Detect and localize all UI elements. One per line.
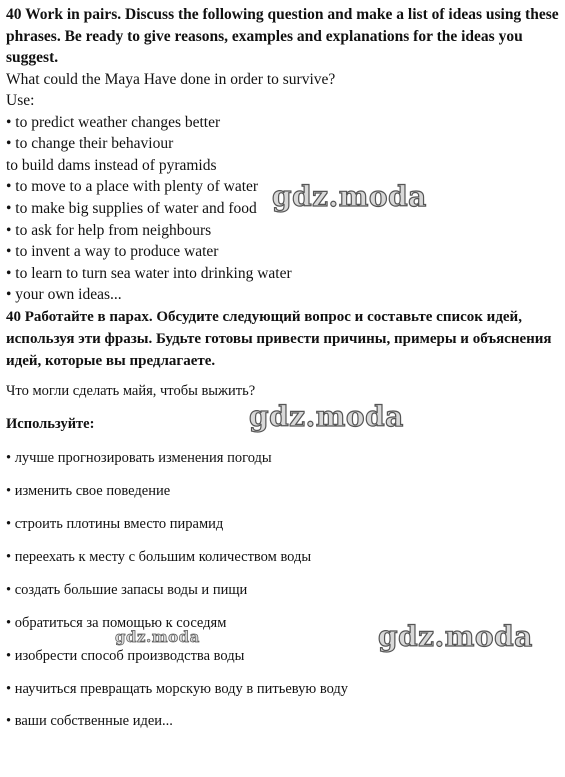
watermark: gdz.moda: [378, 620, 533, 653]
list-item: • лучше прогнозировать изменения погоды: [6, 450, 272, 466]
english-question: What could the Maya Have done in order to survive?: [6, 70, 336, 88]
list-item: • создать большие запасы воды и пищи: [6, 582, 248, 598]
list-item: • переехать к месту с большим количеством воды: [6, 549, 312, 565]
list-item: to build dams instead of pyramids: [6, 156, 217, 174]
list-item: • изменить свое поведение: [6, 483, 171, 499]
english-task-heading: 40 Work in pairs. Discuss the following question and make a list of ideas using these phrases. Be ready to give reasons, examples and explanations for the ideas you suggest.: [6, 6, 559, 66]
russian-use-label: Используйте:: [6, 416, 95, 432]
list-item: • to ask for help from neighbours: [6, 221, 212, 239]
watermark: gdz.moda: [249, 400, 404, 433]
english-use-label: Use:: [6, 92, 35, 110]
list-item: • изобрести способ производства воды: [6, 648, 245, 664]
list-item: • to predict weather changes better: [6, 113, 221, 131]
list-item: • to make big supplies of water and food: [6, 200, 257, 218]
watermark: gdz.moda: [115, 628, 200, 646]
list-item: • научиться превращать морскую воду в питьевую воду: [6, 681, 349, 697]
list-item: • to move to a place with plenty of water: [6, 178, 259, 196]
watermark: gdz.moda: [272, 180, 427, 213]
list-item: • to change their behaviour: [6, 135, 174, 153]
list-item: • to learn to turn sea water into drinking water: [6, 264, 292, 282]
list-item: • строить плотины вместо пирамид: [6, 516, 224, 532]
list-item: • your own ideas...: [6, 286, 122, 304]
list-item: • обратиться за помощью к соседям: [6, 615, 227, 631]
russian-task-heading: 40 Работайте в парах. Обсудите следующий вопрос и составьте список идей, используя эти фразы. Будьте готовы привести причины, примеры и объяснения идей, которые вы предлагаете.: [6, 309, 552, 370]
list-item: • to invent a way to produce water: [6, 243, 219, 261]
russian-section: [6, 0, 559, 777]
russian-question: Что могли сделать майя, чтобы выжить?: [6, 383, 256, 399]
list-item: • ваши собственные идеи...: [6, 713, 173, 729]
